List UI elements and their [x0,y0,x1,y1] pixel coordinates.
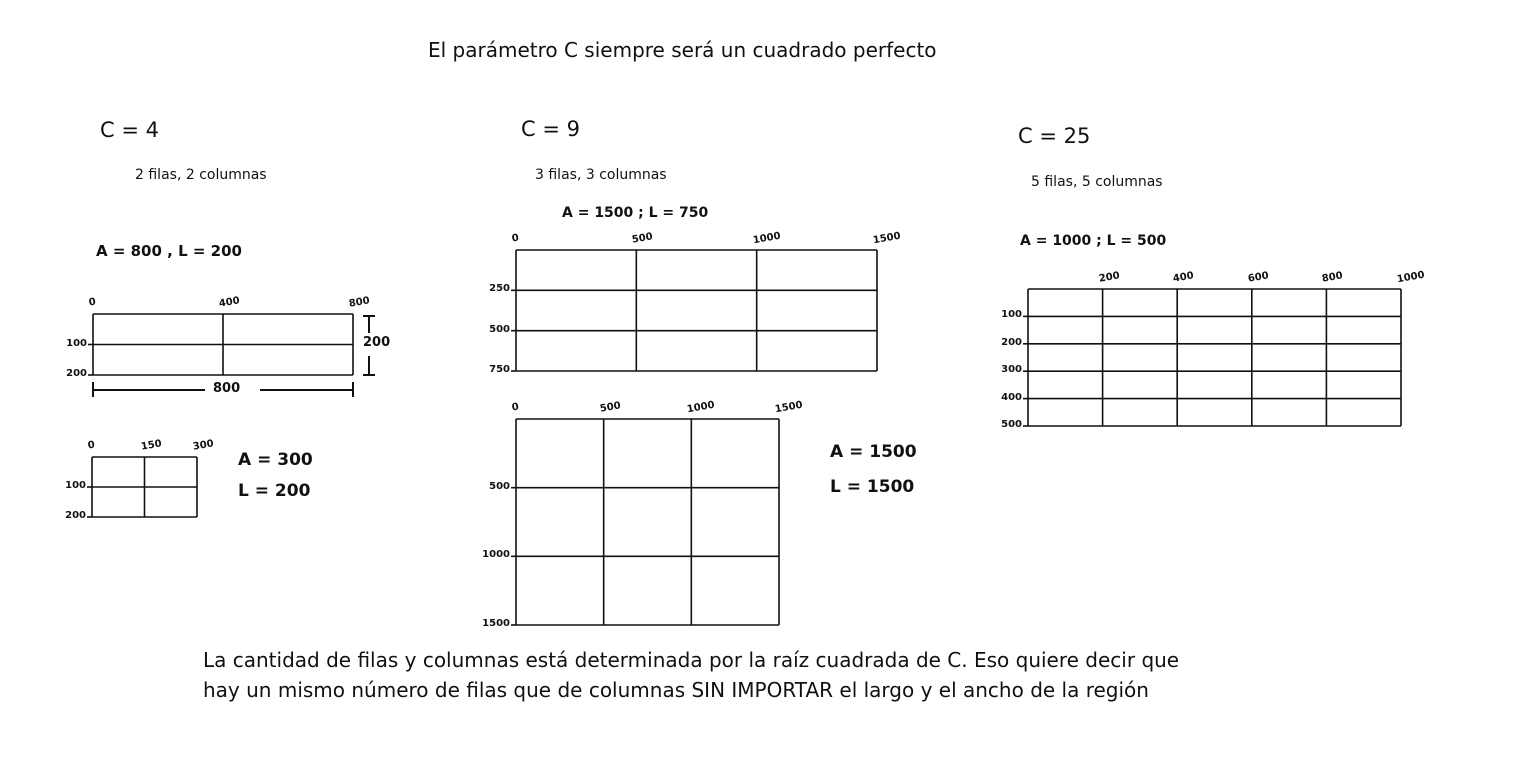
footer-line-1: La cantidad de filas y columnas está determinada por la raíz cuadrada de C. Eso quiere decir que [203,648,1180,672]
dimension-brackets [93,316,375,397]
top-tick-label: 800 [348,295,371,310]
c9-label: C = 9 [521,117,580,141]
top-tick-label: 300 [192,438,215,453]
top-tick-label: 1500 [774,399,804,416]
left-tick-label: 500 [489,323,510,335]
square-c9-l: L = 1500 [830,477,915,497]
left-tick-label: 400 [1001,391,1022,403]
left-tick-label: 100 [65,480,86,491]
top-tick-label: 500 [598,400,622,415]
top-tick-label: 150 [139,438,163,453]
left-tick-label: 500 [1001,419,1022,430]
width-dimension-label: 800 [213,381,241,396]
top-tick-label: 1000 [686,399,716,416]
left-tick-label: 750 [489,364,510,375]
grid-c25-wide [1023,289,1401,426]
top-tick-label: 1000 [1396,269,1426,286]
top-tick-label: 600 [1246,270,1270,285]
c9-desc: 3 filas, 3 columnas [535,167,667,183]
top-tick-label: 0 [88,296,97,309]
left-tick-label: 1000 [482,549,510,561]
left-tick-label: 1500 [482,618,510,629]
grid-c9-square [511,419,779,625]
height-dimension-label: 200 [363,335,391,350]
c25-desc: 5 filas, 5 columnas [1031,174,1163,190]
small-c4-l: L = 200 [238,481,311,501]
top-tick-label: 1000 [751,230,782,247]
c25-label: C = 25 [1018,124,1091,148]
c4-desc: 2 filas, 2 columnas [135,167,267,183]
footer-line-2: hay un mismo número de filas que de columnas SIN IMPORTAR el largo y el ancho de la región [203,678,1149,702]
square-c9-a: A = 1500 [830,442,917,462]
top-tick-label: 200 [1097,270,1121,285]
top-tick-label: 0 [511,232,520,245]
grid-c4-wide [88,314,353,375]
left-tick-label: 500 [489,480,510,492]
c4-label: C = 4 [100,118,159,142]
top-tick-label: 0 [511,401,520,414]
small-c4-a: A = 300 [238,450,313,470]
left-tick-label: 100 [1001,309,1022,321]
top-tick-label: 500 [631,231,654,246]
grid-c4-small [87,457,197,517]
left-tick-label: 200 [65,510,86,521]
c4-dims: A = 800 , L = 200 [96,242,242,260]
left-tick-label: 250 [489,283,510,295]
c9-dims: A = 1500 ; L = 750 [562,205,709,221]
left-tick-label: 100 [66,337,87,349]
left-tick-label: 300 [1001,364,1022,376]
top-tick-label: 400 [1172,270,1195,285]
c25-dims: A = 1000 ; L = 500 [1020,233,1167,249]
page-title: El parámetro C siempre será un cuadrado perfecto [428,38,937,62]
top-tick-label: 0 [87,439,96,452]
left-tick-label: 200 [66,368,87,379]
grid-c9-wide [511,250,877,371]
top-tick-label: 1500 [872,230,902,247]
top-tick-label: 400 [218,295,241,310]
left-tick-label: 200 [1001,336,1022,348]
top-tick-label: 800 [1321,270,1344,285]
